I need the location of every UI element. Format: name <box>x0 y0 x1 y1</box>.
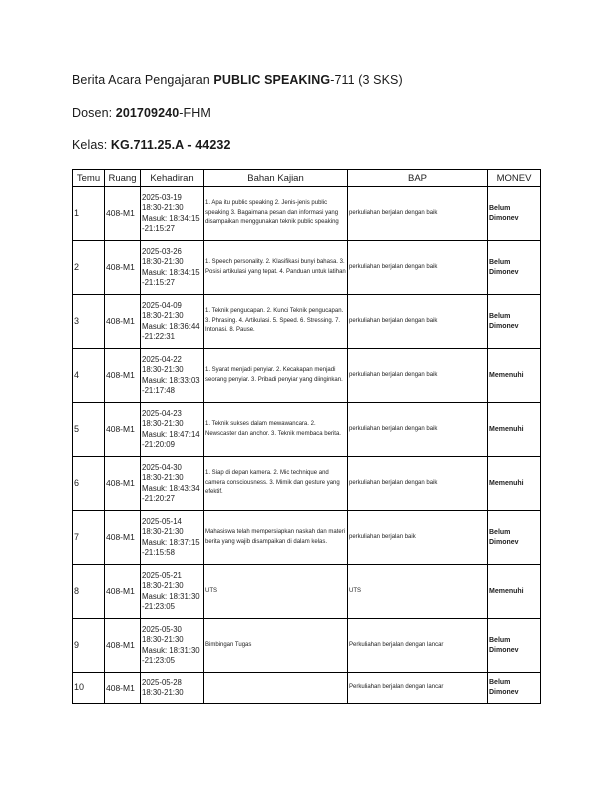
cell-kehadiran <box>141 673 204 704</box>
cell-kehadiran <box>141 187 204 241</box>
kehadiran-time: 18:30-21:30 <box>142 365 184 374</box>
kehadiran-keluar: -21:20:27 <box>142 494 175 503</box>
col-header-ruang: Ruang <box>105 170 141 187</box>
cell-temu: 1 <box>73 187 105 241</box>
cell-ruang: 408-M1 <box>105 511 141 565</box>
col-header-kehadiran: Kehadiran <box>141 170 204 187</box>
kehadiran-date: 2025-04-23 <box>142 408 182 418</box>
cell-bahan-kajian: 1. Apa itu public speaking 2. Jenis-jenis public speaking 3. Bagaimana pesan dan informasi yang disampaikan menggunakan teknik public speaking <box>204 187 348 241</box>
cell-monev: Memenuhi <box>488 349 541 403</box>
cell-temu: 2 <box>73 241 105 295</box>
cell-bahan-kajian: UTS <box>204 565 348 619</box>
cell-bahan-kajian: Bimbingan Tugas <box>204 619 348 673</box>
kehadiran-keluar: -21:15:27 <box>142 278 175 287</box>
kehadiran-masuk: Masuk: 18:34:15 <box>142 267 200 277</box>
cell-ruang: 408-M1 <box>105 403 141 457</box>
cell-monev: Belum Dimonev <box>488 619 541 673</box>
cell-bahan-kajian: 1. Teknik pengucapan. 2. Kunci Teknik pengucapan. 3. Phrasing. 4. Artikulasi. 5. Speed. 6. Stressing. 7. Intonasi. 8. Pause. <box>204 295 348 349</box>
cell-kehadiran <box>141 457 204 511</box>
kehadiran-masuk: Masuk: 18:33:03 <box>142 375 200 385</box>
kehadiran-time: 18:30-21:30 <box>142 473 184 482</box>
kehadiran-date: 2025-05-14 <box>142 516 182 526</box>
cell-bahan-kajian: Mahasiswa telah mempersiapkan naskah dan materi berita yang wajib disampaikan di dalam kelas. <box>204 511 348 565</box>
table-row <box>73 511 541 565</box>
table-row <box>73 349 541 403</box>
cell-monev: Belum Dimonev <box>488 241 541 295</box>
kehadiran-keluar: -21:15:27 <box>142 224 175 233</box>
table-row <box>73 295 541 349</box>
cell-kehadiran <box>141 511 204 565</box>
cell-bahan-kajian: 1. Speech personality. 2. Klasifikasi bunyi bahasa. 3. Posisi artikulasi yang tepat. 4. Panduan untuk latihan <box>204 241 348 295</box>
kehadiran-time: 18:30-21:30 <box>142 527 184 536</box>
cell-temu: 7 <box>73 511 105 565</box>
lecturer-line <box>72 106 211 120</box>
cell-kehadiran <box>141 619 204 673</box>
class-line <box>72 138 231 152</box>
lecturer-suffix: -FHM <box>179 106 211 120</box>
table-row <box>73 673 541 704</box>
cell-bap: perkuliahan berjalan baik <box>348 511 488 565</box>
col-header-bahan-kajian: Bahan Kajian <box>204 170 348 187</box>
lecturer-label: Dosen: <box>72 106 116 120</box>
table-row <box>73 457 541 511</box>
kehadiran-keluar: -21:15:58 <box>142 548 175 557</box>
cell-bahan-kajian <box>204 673 348 704</box>
kehadiran-time: 18:30-21:30 <box>142 203 184 212</box>
cell-monev: Belum Dimonev <box>488 295 541 349</box>
cell-kehadiran <box>141 565 204 619</box>
cell-bap: perkuliahan berjalan dengan baik <box>348 457 488 511</box>
kehadiran-masuk: Masuk: 18:34:15 <box>142 213 200 223</box>
class-value: KG.711.25.A - 44232 <box>110 138 231 152</box>
cell-bahan-kajian: 1. Syarat menjadi penyiar. 2. Kecakapan menjadi seorang penyiar. 3. Pribadi penyiar yang diinginkan. <box>204 349 348 403</box>
cell-bap: Perkuliahan berjalan dengan lancar <box>348 619 488 673</box>
cell-ruang: 408-M1 <box>105 349 141 403</box>
lecturer-id: 201709240 <box>115 106 180 120</box>
class-label: Kelas: <box>72 138 111 152</box>
kehadiran-masuk: Masuk: 18:47:14 <box>142 429 200 439</box>
cell-ruang: 408-M1 <box>105 241 141 295</box>
cell-temu: 5 <box>73 403 105 457</box>
cell-kehadiran <box>141 403 204 457</box>
cell-kehadiran <box>141 241 204 295</box>
cell-monev: Memenuhi <box>488 403 541 457</box>
kehadiran-masuk: Masuk: 18:31:30 <box>142 645 200 655</box>
cell-bahan-kajian: 1. Siap di depan kamera. 2. Mic technique and camera consciousness. 3. Mimik dan gesture yang efektif. <box>204 457 348 511</box>
cell-monev: Belum Dimonev <box>488 673 541 704</box>
cell-bahan-kajian: 1. Teknik sukses dalam mewawancara. 2. Newscaster dan anchor. 3. Teknik membaca berita. <box>204 403 348 457</box>
cell-bap: perkuliahan berjalan dengan baik <box>348 349 488 403</box>
table-row <box>73 403 541 457</box>
cell-bap: perkuliahan berjalan dengan baik <box>348 241 488 295</box>
kehadiran-time: 18:30-21:30 <box>142 688 184 697</box>
cell-ruang: 408-M1 <box>105 565 141 619</box>
cell-ruang: 408-M1 <box>105 187 141 241</box>
kehadiran-masuk: Masuk: 18:31:30 <box>142 591 200 601</box>
cell-kehadiran <box>141 349 204 403</box>
kehadiran-keluar: -21:20:09 <box>142 440 175 449</box>
cell-ruang: 408-M1 <box>105 457 141 511</box>
cell-monev: Belum Dimonev <box>488 187 541 241</box>
kehadiran-time: 18:30-21:30 <box>142 257 184 266</box>
kehadiran-keluar: -21:23:05 <box>142 656 175 665</box>
kehadiran-date: 2025-05-21 <box>142 570 182 580</box>
table-row <box>73 241 541 295</box>
cell-ruang: 408-M1 <box>105 619 141 673</box>
cell-temu: 9 <box>73 619 105 673</box>
kehadiran-masuk: Masuk: 18:37:15 <box>142 537 200 547</box>
table-header-row <box>73 170 541 187</box>
cell-monev: Memenuhi <box>488 457 541 511</box>
cell-bap: Perkuliahan berjalan dengan lancar <box>348 673 488 704</box>
cell-temu: 10 <box>73 673 105 704</box>
cell-bap: perkuliahan berjalan dengan baik <box>348 403 488 457</box>
kehadiran-date: 2025-03-19 <box>142 192 182 202</box>
kehadiran-time: 18:30-21:30 <box>142 419 184 428</box>
cell-temu: 8 <box>73 565 105 619</box>
col-header-temu: Temu <box>73 170 105 187</box>
cell-bap: perkuliahan berjalan dengan baik <box>348 187 488 241</box>
kehadiran-date: 2025-05-28 <box>142 677 182 687</box>
table-row <box>73 565 541 619</box>
title-suffix: -711 (3 SKS) <box>330 73 403 87</box>
course-name: PUBLIC SPEAKING <box>213 73 331 87</box>
cell-temu: 6 <box>73 457 105 511</box>
cell-monev: Belum Dimonev <box>488 511 541 565</box>
table-row <box>73 619 541 673</box>
kehadiran-keluar: -21:23:05 <box>142 602 175 611</box>
kehadiran-date: 2025-04-30 <box>142 462 182 472</box>
kehadiran-time: 18:30-21:30 <box>142 635 184 644</box>
teaching-report-table <box>72 169 541 704</box>
kehadiran-date: 2025-04-09 <box>142 300 182 310</box>
cell-ruang: 408-M1 <box>105 673 141 704</box>
col-header-bap: BAP <box>348 170 488 187</box>
kehadiran-date: 2025-04-22 <box>142 354 182 364</box>
kehadiran-keluar: -21:17:48 <box>142 386 175 395</box>
cell-kehadiran <box>141 295 204 349</box>
title-prefix: Berita Acara Pengajaran <box>72 73 214 87</box>
cell-bap: UTS <box>348 565 488 619</box>
kehadiran-keluar: -21:22:31 <box>142 332 175 341</box>
cell-ruang: 408-M1 <box>105 295 141 349</box>
kehadiran-time: 18:30-21:30 <box>142 311 184 320</box>
cell-temu: 4 <box>73 349 105 403</box>
kehadiran-time: 18:30-21:30 <box>142 581 184 590</box>
cell-monev: Memenuhi <box>488 565 541 619</box>
kehadiran-date: 2025-05-30 <box>142 624 182 634</box>
kehadiran-date: 2025-03-26 <box>142 246 182 256</box>
cell-temu: 3 <box>73 295 105 349</box>
col-header-monev: MONEV <box>488 170 541 187</box>
kehadiran-masuk: Masuk: 18:43:34 <box>142 483 200 493</box>
cell-bap: perkuliahan berjalan dengan baik <box>348 295 488 349</box>
report-title <box>72 73 403 87</box>
kehadiran-masuk: Masuk: 18:36:44 <box>142 321 200 331</box>
table-row <box>73 187 541 241</box>
